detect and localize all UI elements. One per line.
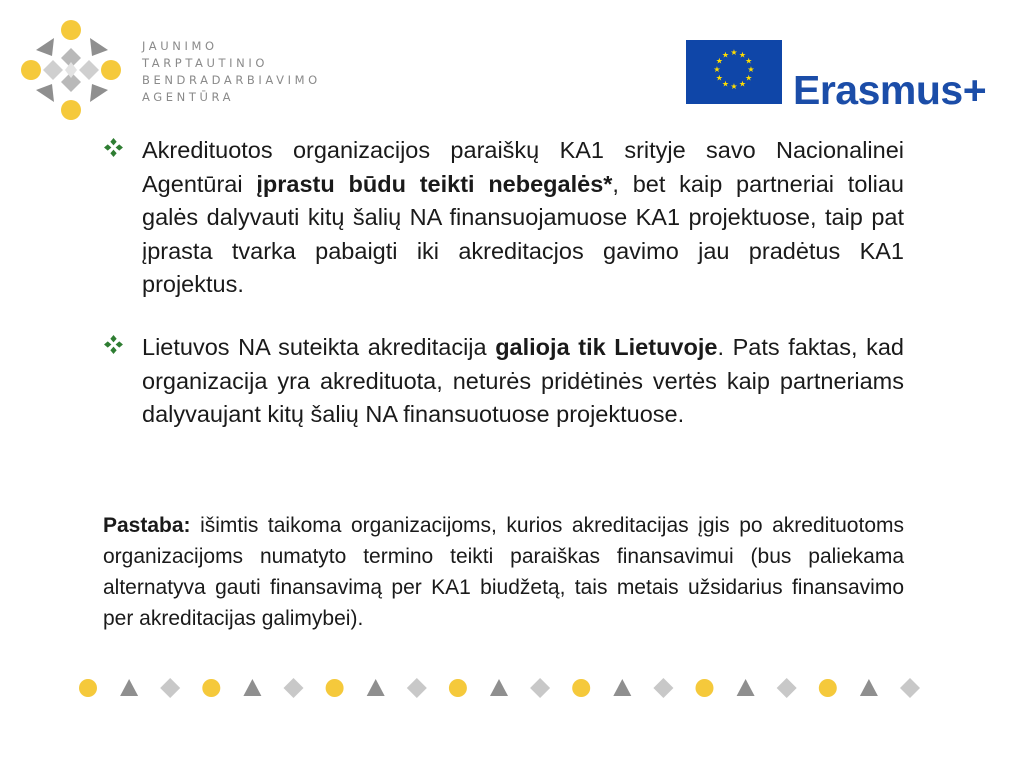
footer-triangle-icon [737,679,755,696]
footer-diamond-icon [407,678,427,698]
footer-triangle-icon [613,679,631,696]
bullet-item [103,331,904,432]
svg-text:★: ★ [738,79,747,89]
footer-circle-icon [326,679,344,697]
agency-name-line: AGENTŪRA [142,90,235,104]
footer-circle-icon [572,679,590,697]
svg-text:★: ★ [730,48,738,57]
bullet-emphasis: įprastu būdu teikti nebegalės* [256,170,613,197]
bullet-text: Lietuvos NA suteikta akreditacija galioja tik Lietuvoje. Pats faktas, kad organizacija yra akredituota, neturės pridėtinės vertės kaip partneriams dalyvaujant kitų šalių NA finansuotuose projektuose. [142,334,904,427]
footer-circle-icon [696,679,714,697]
note-paragraph [103,510,904,634]
svg-text:★: ★ [738,50,747,60]
diamond-bullet-icon [103,334,124,355]
footer-diamond-icon [284,678,304,698]
footer-triangle-icon [860,679,878,696]
svg-text:★: ★ [745,73,753,83]
svg-text:★: ★ [721,79,730,89]
footer-diamond-icon [530,678,550,698]
svg-text:★: ★ [715,73,723,83]
footer-triangle-icon [367,679,385,696]
agency-name [142,38,321,106]
bullet-text: Akredituotos organizacijos paraiškų KA1 srityje savo Nacionalinei Agentūrai įprastu būdu teikti nebegalės*, bet kaip partneriai toliau galės dalyvauti kitų šalių NA finansuojamuose KA1 projektuose, taip pat įprasta tvarka pabaigti iki akreditacjos gavimo jau pradėtus KA1 projektus. [142,137,904,297]
svg-text:★: ★ [730,82,738,91]
footer-diamond-icon [900,678,920,698]
footer-triangle-icon [120,679,138,696]
footer-decoration [76,676,932,700]
svg-text:★: ★ [745,56,753,66]
footer-circle-icon [202,679,220,697]
note-text: išimtis taikoma organizacijoms, kurios akreditacijas įgis po akredituotoms organizacijoms numatyto termino teikti paraiškas finansavimui (bus paliekama alternatyva gauti finansavimą per KA1 biudžetą, tais metais užsidarius finansavimo per akreditacijas galimybei). [103,514,904,630]
footer-diamond-icon [653,678,673,698]
eu-flag-icon [686,40,782,104]
agency-name-line: TARPTAUTINIO [142,56,269,70]
footer-circle-icon [79,679,97,697]
agency-logo-icon [18,18,128,122]
note-label: Pastaba: [103,514,191,537]
footer-circle-icon [449,679,467,697]
svg-text:★: ★ [747,65,755,74]
diamond-bullet-icon [103,137,124,158]
bullet-item [103,134,904,302]
footer-triangle-icon [243,679,261,696]
erasmus-plus-logo: Erasmus+ [793,67,987,113]
footer-circle-icon [819,679,837,697]
agency-name-line: JAUNIMO [142,39,218,53]
svg-text:★: ★ [715,56,723,66]
agency-name-line: BENDRADARBIAVIMO [142,73,321,87]
footer-diamond-icon [777,678,797,698]
footer-triangle-icon [490,679,508,696]
bullet-emphasis: galioja tik Lietuvoje [495,334,718,360]
svg-text:★: ★ [721,50,730,60]
svg-text:★: ★ [713,65,721,74]
footer-diamond-icon [160,678,180,698]
